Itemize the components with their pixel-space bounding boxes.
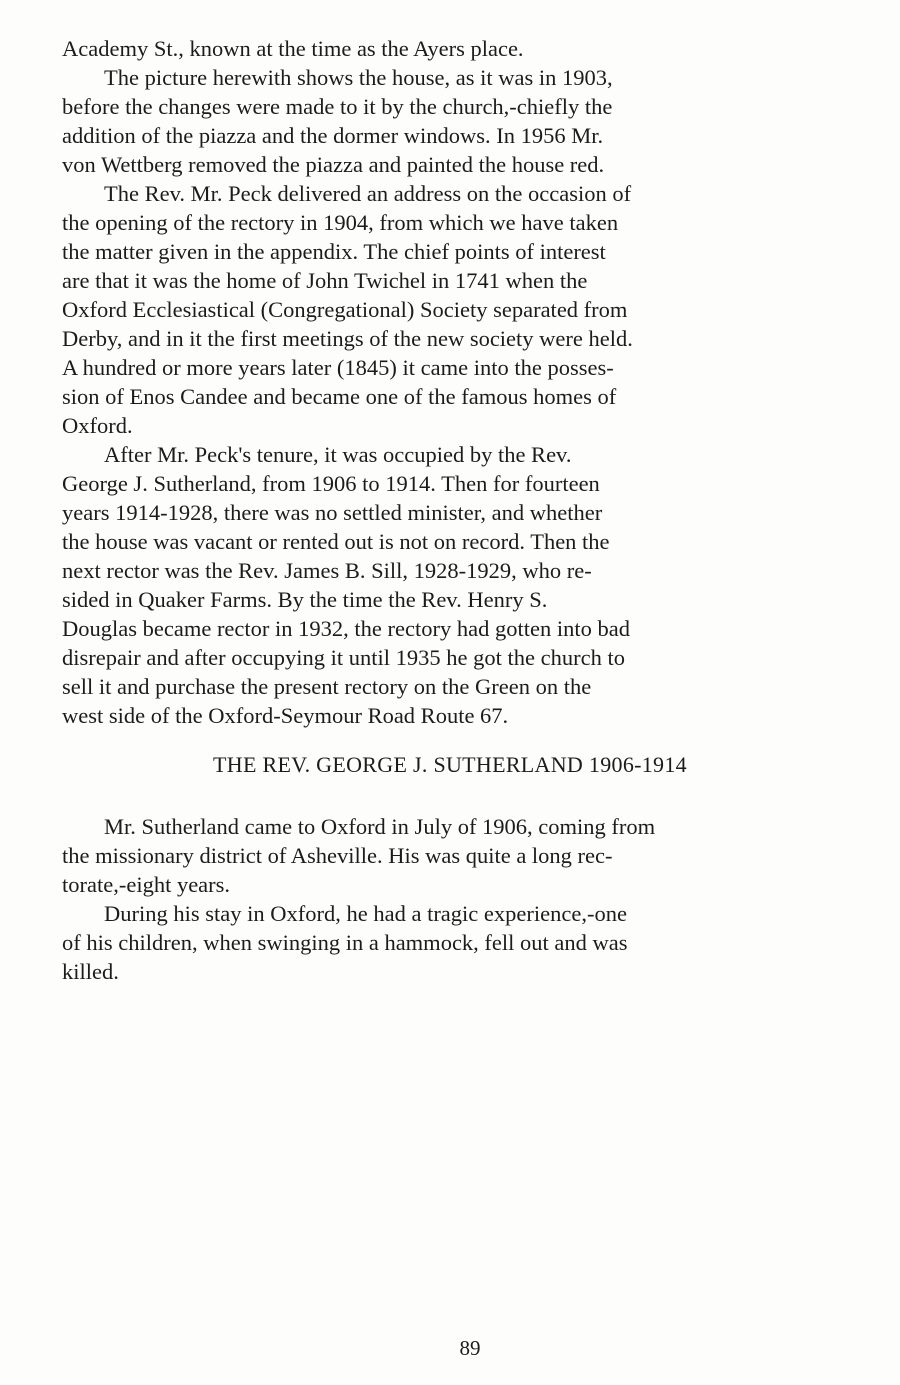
text-line: years 1914-1928, there was no settled minister, and whether bbox=[62, 500, 603, 525]
text-line: George J. Sutherland, from 1906 to 1914. Then for fourteen bbox=[62, 471, 600, 496]
body-text-bottom bbox=[62, 812, 842, 986]
text-line: sion of Enos Candee and became one of the famous homes of bbox=[62, 384, 617, 409]
text-line: Derby, and in it the first meetings of the new society were held. bbox=[62, 326, 633, 351]
text-line: Mr. Sutherland came to Oxford in July of 1906, coming from bbox=[104, 814, 656, 839]
paragraph bbox=[62, 63, 842, 179]
text-line: the missionary district of Asheville. His was quite a long rec- bbox=[62, 843, 613, 868]
text-line: Oxford. bbox=[62, 413, 133, 438]
paragraph bbox=[62, 34, 842, 63]
text-line: the house was vacant or rented out is not on record. Then the bbox=[62, 529, 610, 554]
text-line: the matter given in the appendix. The chief points of interest bbox=[62, 239, 606, 264]
paragraph bbox=[62, 812, 842, 899]
text-line: torate,-eight years. bbox=[62, 872, 231, 897]
text-line: Oxford Ecclesiastical (Congregational) Society separated from bbox=[62, 297, 628, 322]
text-line: After Mr. Peck's tenure, it was occupied by the Rev. bbox=[104, 442, 572, 467]
text-line: sided in Quaker Farms. By the time the Rev. Henry S. bbox=[62, 587, 548, 612]
page-number: 89 bbox=[459, 1336, 481, 1360]
text-line: the opening of the rectory in 1904, from which we have taken bbox=[62, 210, 619, 235]
paragraph bbox=[62, 440, 842, 730]
text-line: During his stay in Oxford, he had a tragic experience,-one bbox=[104, 901, 627, 926]
text-line: Douglas became rector in 1932, the rectory had gotten into bad bbox=[62, 616, 630, 641]
text-line: west side of the Oxford-Seymour Road Route 67. bbox=[62, 703, 509, 728]
text-line: are that it was the home of John Twichel in 1741 when the bbox=[62, 268, 588, 293]
text-line: The Rev. Mr. Peck delivered an address on the occasion of bbox=[104, 181, 632, 206]
text-line: von Wettberg removed the piazza and painted the house red. bbox=[62, 152, 605, 177]
body-text-top bbox=[62, 34, 842, 730]
paragraph bbox=[62, 899, 842, 986]
text-line: killed. bbox=[62, 959, 119, 984]
text-line: before the changes were made to it by the church,-chiefly the bbox=[62, 94, 613, 119]
text-line: sell it and purchase the present rectory on the Green on the bbox=[62, 674, 592, 699]
text-line: of his children, when swinging in a hammock, fell out and was bbox=[62, 930, 628, 955]
paragraph bbox=[62, 179, 842, 440]
section-heading: THE REV. GEORGE J. SUTHERLAND 1906-1914 bbox=[213, 752, 687, 777]
text-line: A hundred or more years later (1845) it came into the posses- bbox=[62, 355, 614, 380]
text-line: addition of the piazza and the dormer windows. In 1956 Mr. bbox=[62, 123, 604, 148]
text-line: disrepair and after occupying it until 1935 he got the church to bbox=[62, 645, 625, 670]
text-line: next rector was the Rev. James B. Sill, 1928-1929, who re- bbox=[62, 558, 592, 583]
text-line: Academy St., known at the time as the Ayers place. bbox=[62, 36, 524, 61]
text-line: The picture herewith shows the house, as it was in 1903, bbox=[104, 65, 613, 90]
